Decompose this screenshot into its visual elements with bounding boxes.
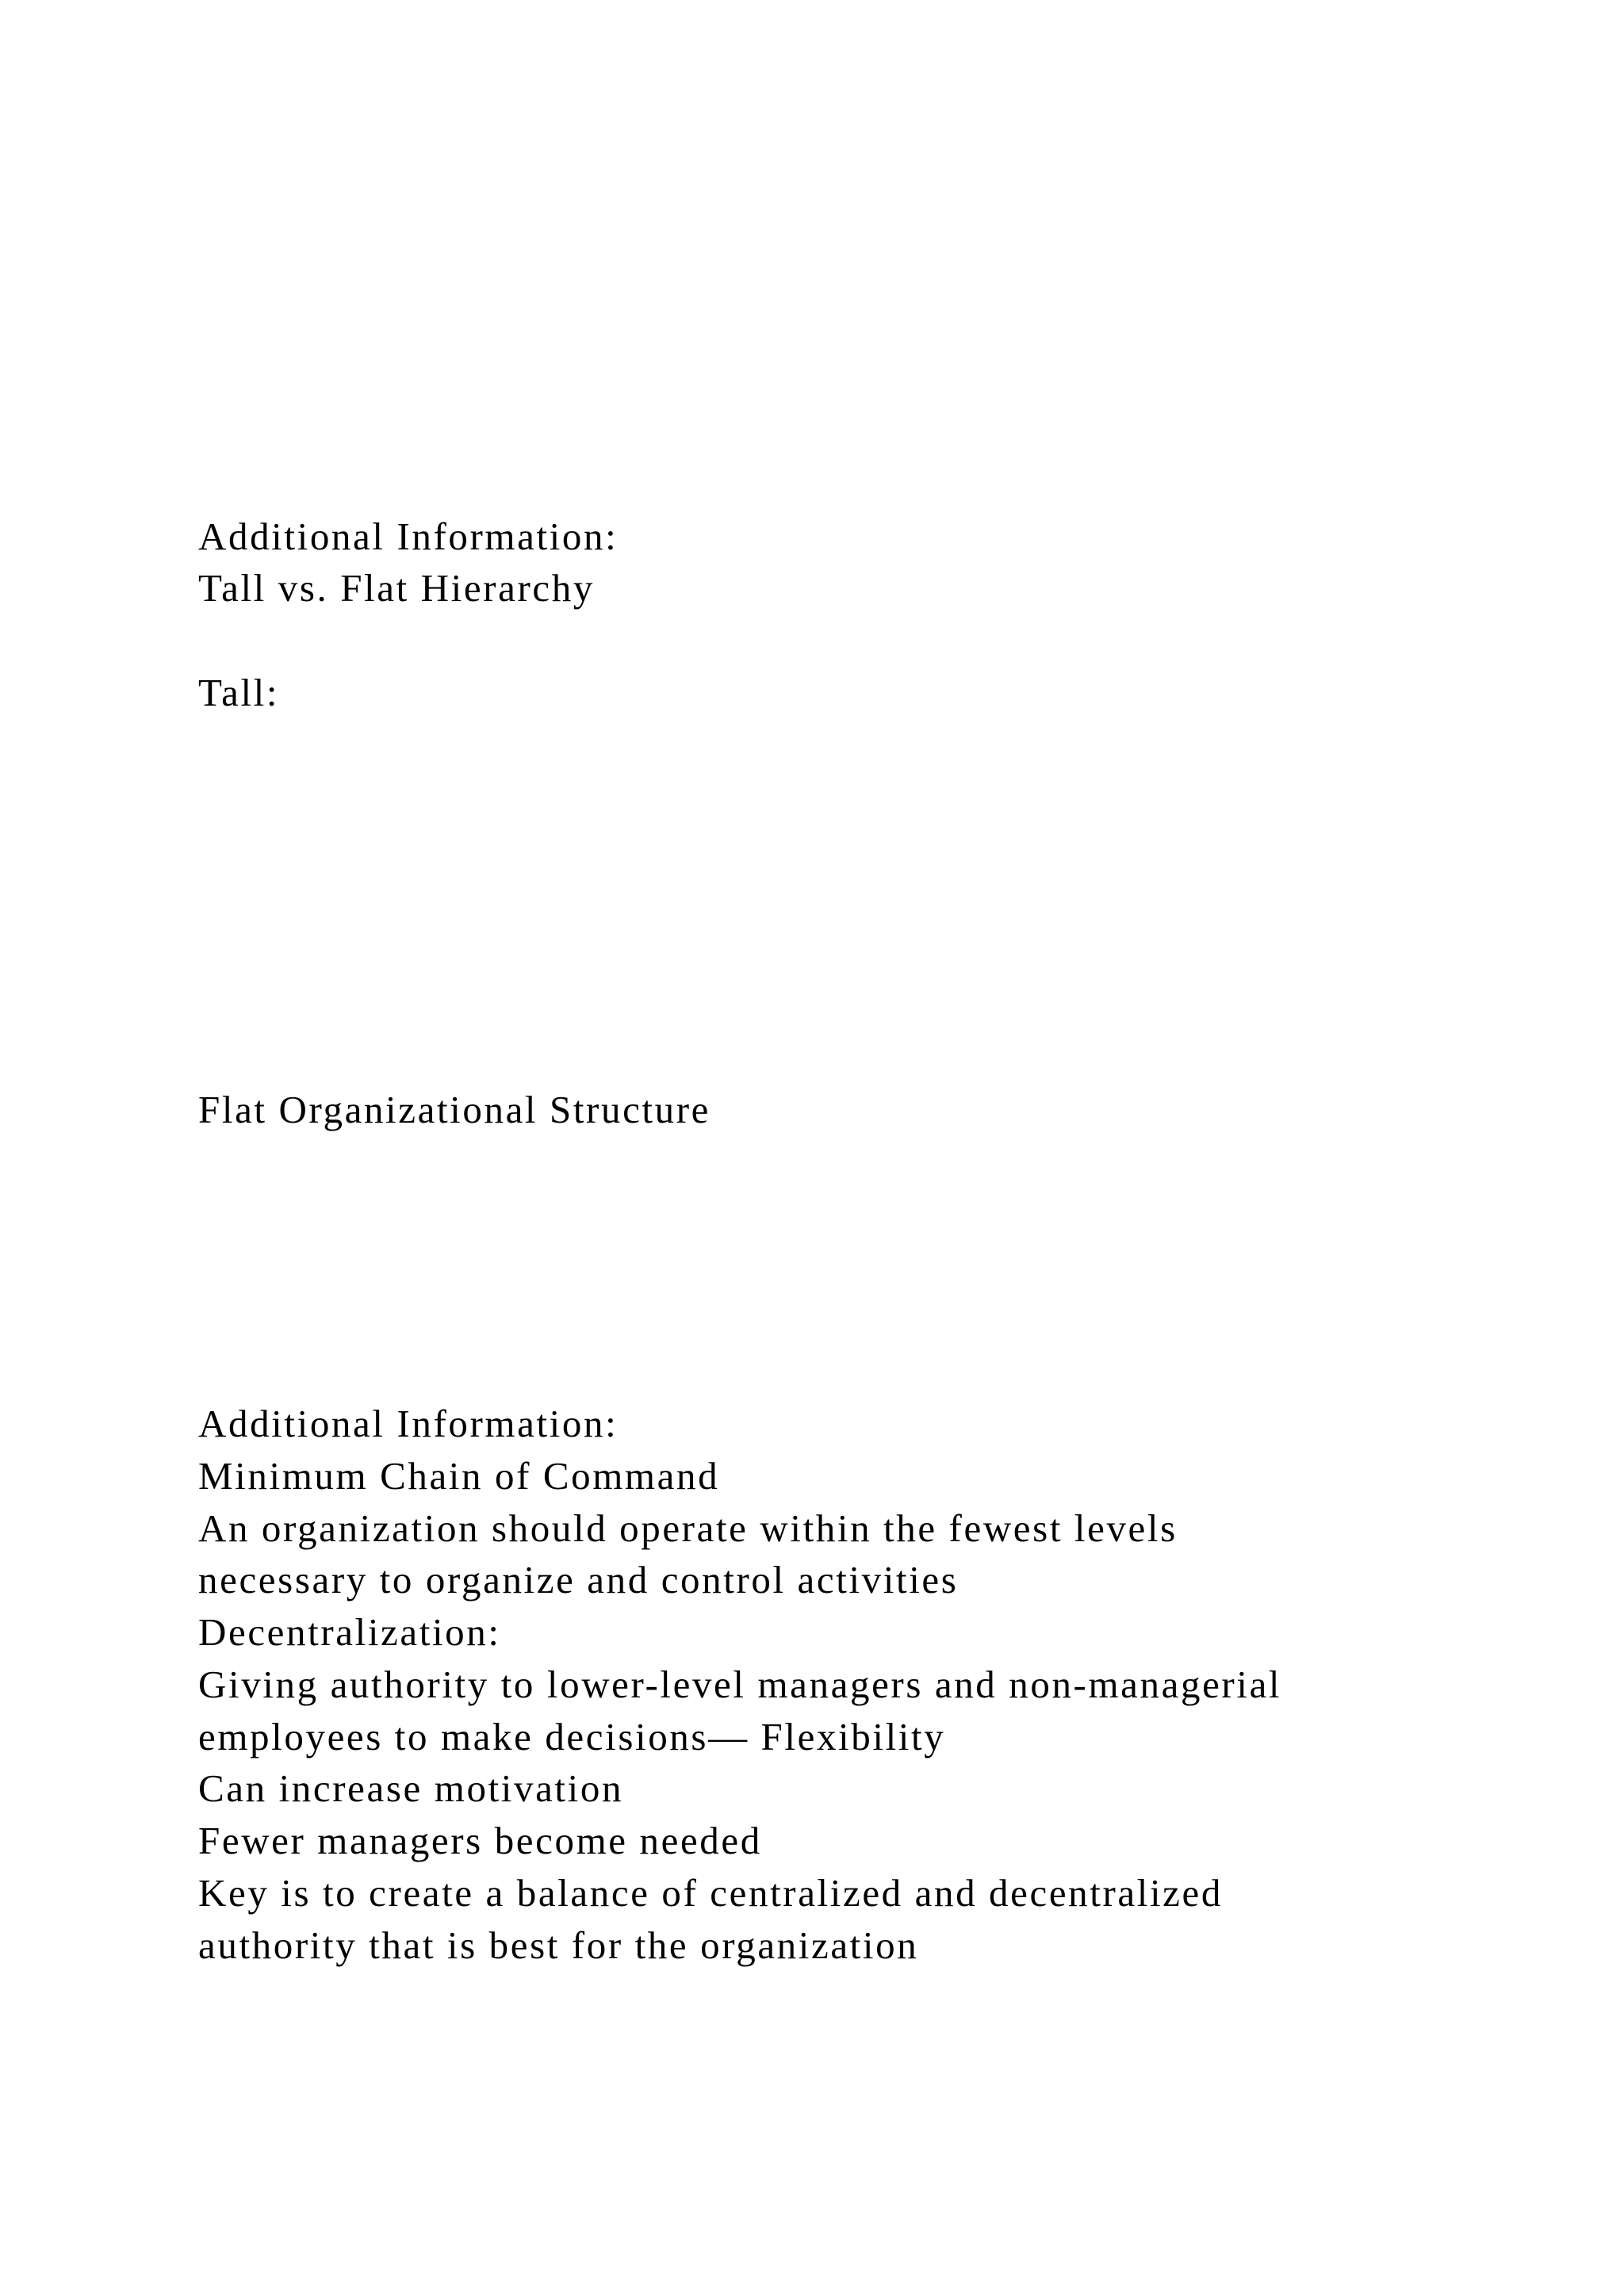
section-title-tall-vs-flat: Tall vs. Flat Hierarchy	[198, 566, 595, 610]
body-line: Can increase motivation	[198, 1766, 624, 1810]
body-line: necessary to organize and control activities	[198, 1558, 959, 1601]
body-line: An organization should operate within the fewest levels	[198, 1506, 1178, 1550]
section-heading-1: Additional Information:	[198, 515, 619, 558]
body-line: employees to make decisions— Flexibility	[198, 1715, 946, 1758]
flat-structure-label: Flat Organizational Structure	[198, 1088, 711, 1131]
body-line: Giving authority to lower-level managers and non-managerial	[198, 1663, 1282, 1706]
tall-label: Tall:	[198, 671, 280, 714]
body-line: Minimum Chain of Command	[198, 1454, 720, 1498]
section-heading-2: Additional Information:	[198, 1402, 619, 1445]
body-line: Decentralization:	[198, 1610, 501, 1654]
body-line: Key is to create a balance of centralized and decentralized	[198, 1871, 1223, 1915]
body-line: Fewer managers become needed	[198, 1819, 762, 1862]
body-line: authority that is best for the organization	[198, 1923, 919, 1967]
